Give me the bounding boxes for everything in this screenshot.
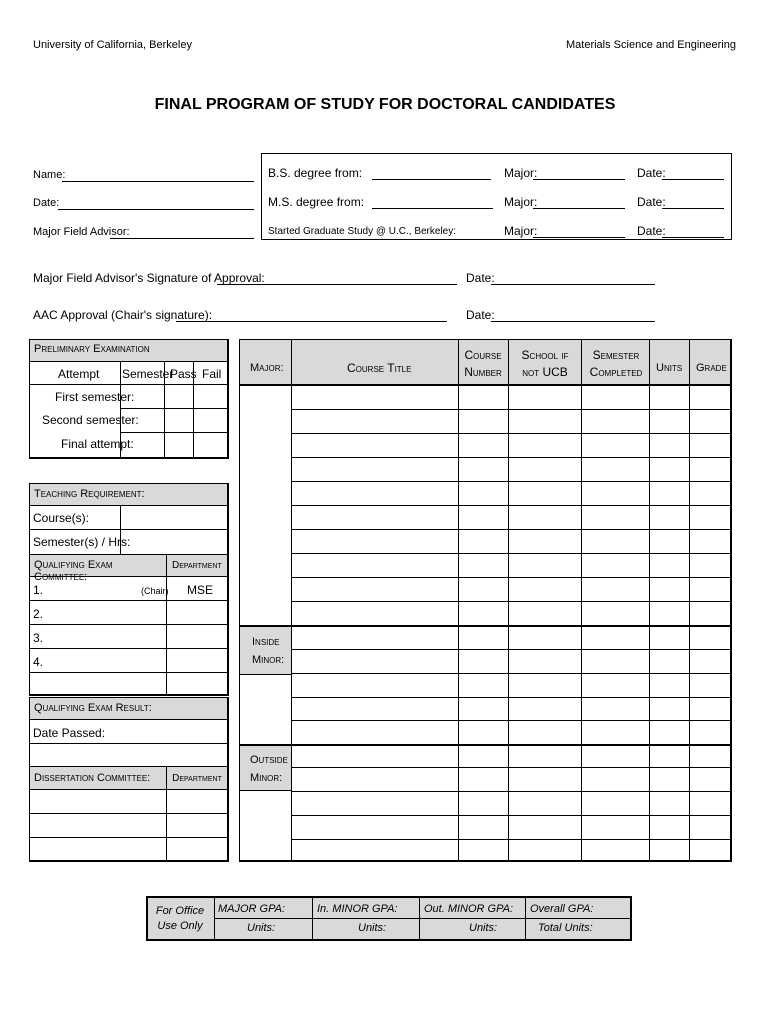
major-gpa-label: MAJOR GPA: [218,903,286,915]
date-label: Date: [33,197,60,209]
row-line [292,767,730,768]
bs-label: B.S. degree from: [268,166,363,180]
row-line [292,697,730,698]
row-line [292,409,730,410]
outside-minor-divider [240,744,730,746]
out-minor-gpa-label: Out. MINOR GPA: [424,903,514,915]
in-minor-gpa-label: In. MINOR GPA: [317,903,398,915]
teaching-courses-label: Course(s): [33,511,90,525]
prelim-col-pass: Pass [170,367,197,381]
qual-row-4: 4. [33,655,44,669]
qual-result-divider [30,743,228,744]
teaching-divider [30,529,228,530]
qual-divider-3 [30,648,228,649]
date-label-3: Date: [637,224,666,238]
prelim-divider-3 [120,432,228,433]
row-line [292,649,730,650]
row-line [292,839,730,840]
prelim-col-semester: Semester [122,367,174,381]
date-passed-label: Date Passed: [33,726,106,740]
prelim-divider [30,384,228,385]
teaching-semesters-label: Semester(s) / Hrs: [33,535,131,549]
date-field-3[interactable] [662,237,724,238]
row-line [292,791,730,792]
page-title: FINAL PROGRAM OF STUDY FOR DOCTORAL CANDIDATES [154,96,616,113]
aac-field[interactable] [176,321,447,322]
major-label-3: Major: [504,224,538,238]
prelim-divider-2 [120,408,228,409]
advisor-signature-field[interactable] [217,284,457,285]
row-line [292,720,730,721]
prelim-row-first: First semester: [55,390,135,404]
row-line [292,457,730,458]
qual-row-2: 2. [33,607,44,621]
row-line [292,505,730,506]
dissertation-vline [166,767,167,861]
prelim-vline-2 [164,362,165,458]
out-minor-units-label: Units: [469,922,498,934]
dissertation-dept: Department [167,767,227,790]
total-units-label: Total Units: [538,922,593,934]
qual-row-1: 1. [33,583,44,597]
qual-mse: MSE [187,583,214,597]
major-field-2[interactable] [533,208,625,209]
university-name: University of California, Berkeley [33,39,192,51]
qual-row-3: 3. [33,631,44,645]
teaching-vline [120,506,121,554]
row-line [292,577,730,578]
major-label-2: Major: [504,195,538,209]
major-units-label: Units: [247,922,276,934]
col-course-number: Course Number [464,348,502,379]
row-line [292,481,730,482]
row-line [292,553,730,554]
major-field-1[interactable] [533,179,625,180]
prelim-row-second: Second semester: [42,413,139,427]
outside-minor-label: Outside Minor: [250,754,288,784]
prelim-col-fail: Fail [202,367,222,381]
advisor-label: Major Field Advisor: [33,226,130,238]
dissertation-divider-2 [30,837,228,838]
name-label: Name: [33,169,66,181]
row-line [292,433,730,434]
dissertation-title: Dissertation Committee: [30,767,166,790]
inside-minor-label: Inside Minor: [252,636,285,666]
row-line [292,673,730,674]
ms-field[interactable] [372,208,493,209]
office-hline [214,918,630,919]
qual-result-title: Qualifying Exam Result: [30,698,227,720]
row-line [292,815,730,816]
col-grade: Grade [696,362,727,374]
row-line [292,529,730,530]
name-field[interactable] [62,181,254,182]
aac-date-field[interactable] [491,321,655,322]
in-minor-units-label: Units: [358,922,387,934]
col-major: Major: [250,362,284,374]
advisor-signature-label: Major Field Advisor's Signature of Approval: [33,271,265,285]
overall-gpa-label: Overall GPA: [530,903,594,915]
qual-committee-dept: Department [167,555,227,577]
advisor-field[interactable] [110,238,254,239]
aac-date-label: Date: [466,308,495,322]
row-line [292,601,730,602]
inside-minor-divider [240,625,730,627]
date-label-1: Date: [637,166,666,180]
qual-divider-2 [30,624,228,625]
qual-committee-title: Qualifying Exam Committee: [30,555,166,577]
aac-label: AAC Approval (Chair's signature): [33,308,213,322]
qual-divider-1 [30,600,228,601]
major-label-1: Major: [504,166,538,180]
dissertation-divider-1 [30,813,228,814]
date-label-2: Date: [637,195,666,209]
advisor-signature-date-field[interactable] [491,284,655,285]
col-semester-completed: Semester Completed [589,348,643,379]
ms-label: M.S. degree from: [268,195,365,209]
advisor-signature-date-label: Date: [466,271,495,285]
date-field[interactable] [58,209,254,210]
col-school: School if not UCB [521,348,569,379]
qual-vline [166,555,167,695]
col-course-title: Course Title [347,361,412,375]
qual-divider-4 [30,672,228,673]
col-units: Units [656,362,683,374]
bs-field[interactable] [372,179,491,180]
date-field-2[interactable] [662,208,724,209]
department-name: Materials Science and Engineering [566,39,736,51]
started-label: Started Graduate Study @ U.C., Berkeley: [268,226,457,237]
qual-chair: (Chair) [141,586,169,596]
prelim-vline-3 [193,362,194,458]
office-use-label: For Office Use Only [155,905,205,932]
date-field-1[interactable] [662,179,724,180]
prelim-row-final: Final attempt: [61,437,134,451]
major-field-3[interactable] [533,237,625,238]
prelim-col-attempt: Attempt [58,367,100,381]
teaching-title: Teaching Requirement: [30,484,227,506]
prelim-exam-title: Preliminary Examination [30,340,227,362]
